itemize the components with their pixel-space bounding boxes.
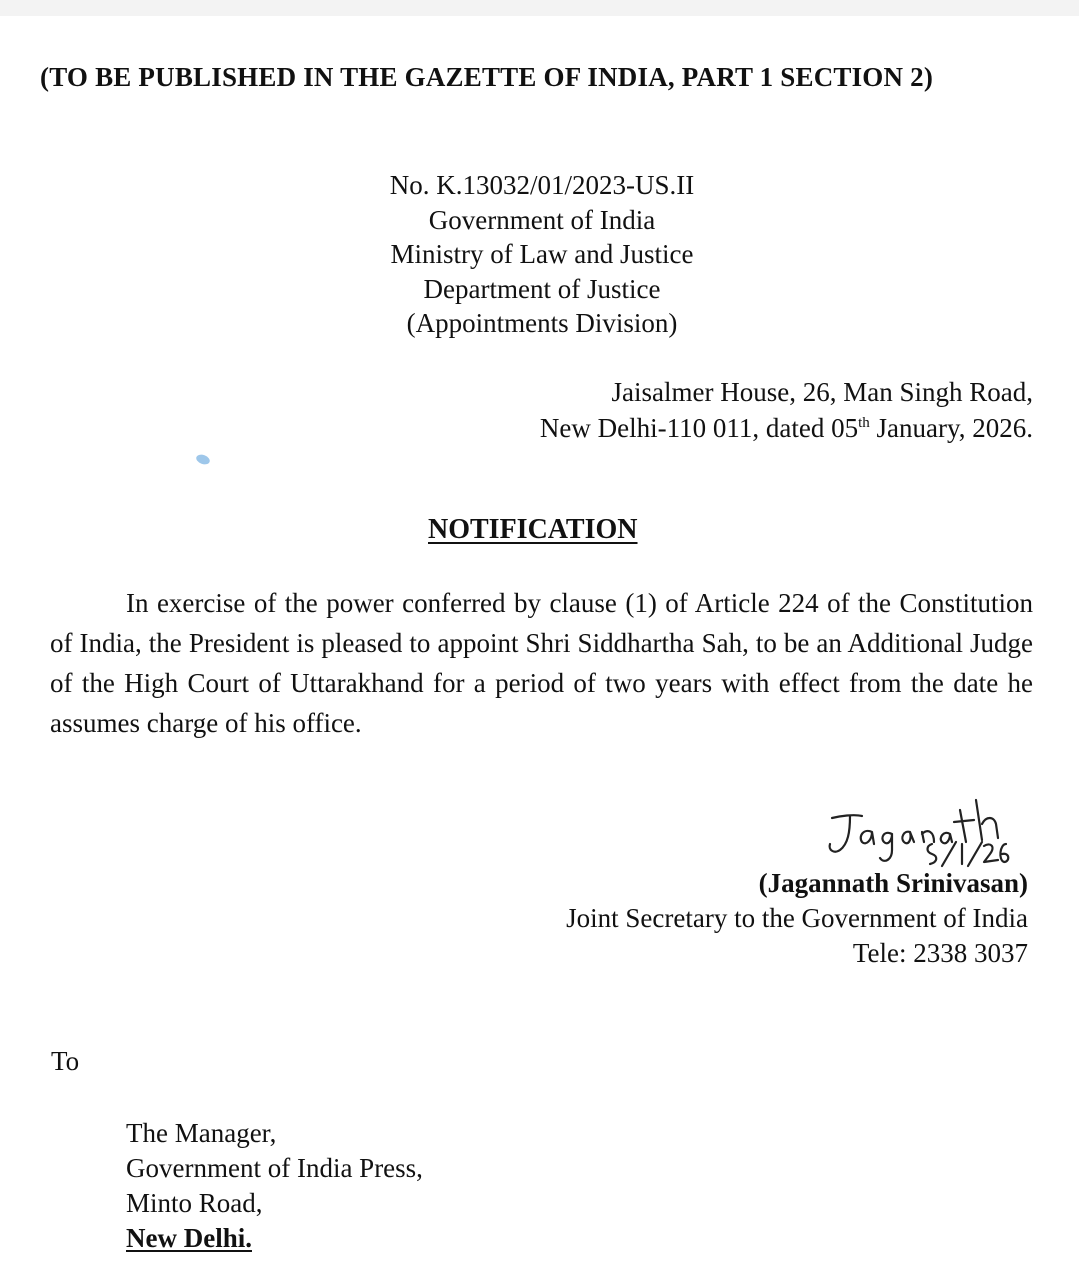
division-name: (Appointments Division) bbox=[406, 308, 678, 338]
recipient-line-3: Minto Road, bbox=[126, 1188, 263, 1218]
signatory-designation: Joint Secretary to the Government of India bbox=[566, 903, 1028, 933]
signatory-name: (Jagannath Srinivasan) bbox=[758, 868, 1028, 898]
address-date-rest: January, 2026. bbox=[869, 413, 1033, 443]
date-ordinal-suffix: th bbox=[858, 415, 870, 431]
recipient-block bbox=[126, 1116, 423, 1256]
signatory-telephone: Tele: 2338 3037 bbox=[852, 938, 1028, 968]
recipient-city: New Delhi. bbox=[126, 1223, 252, 1253]
ministry-name: Ministry of Law and Justice bbox=[390, 239, 694, 269]
scan-speck bbox=[195, 453, 211, 466]
office-block bbox=[340, 168, 744, 341]
notification-title: NOTIFICATION bbox=[428, 514, 638, 545]
handwritten-signature bbox=[810, 780, 1010, 880]
recipient-line-2: Government of India Press, bbox=[126, 1153, 423, 1183]
government-name: Government of India bbox=[428, 204, 656, 235]
address-date-prefix: New Delhi-110 011, dated 05 bbox=[539, 413, 859, 443]
top-margin-strip bbox=[0, 0, 1079, 16]
department-name: Department of Justice bbox=[423, 273, 661, 304]
address-block bbox=[540, 374, 1033, 446]
recipient-line-1: The Manager, bbox=[126, 1118, 277, 1148]
address-line-1: Jaisalmer House, 26, Man Singh Road, bbox=[611, 377, 1033, 407]
gazette-header: (TO BE PUBLISHED IN THE GAZETTE OF INDIA, PART 1 SECTION 2) bbox=[40, 62, 934, 92]
file-number: No. K.13032/01/2023-US.II bbox=[389, 170, 695, 200]
notification-body: In exercise of the power conferred by clause (1) of Article 224 of the Constitution of India, the President is pleased to appoint Shri Siddhartha Sah, to be an Additional Judge of the High Court of Uttarakhand for a period of two years with effect from the date he assumes charge of his office. bbox=[50, 588, 1033, 738]
to-label: To bbox=[51, 1046, 80, 1076]
signatory-block bbox=[566, 866, 1028, 971]
address-line-2 bbox=[540, 410, 1033, 446]
